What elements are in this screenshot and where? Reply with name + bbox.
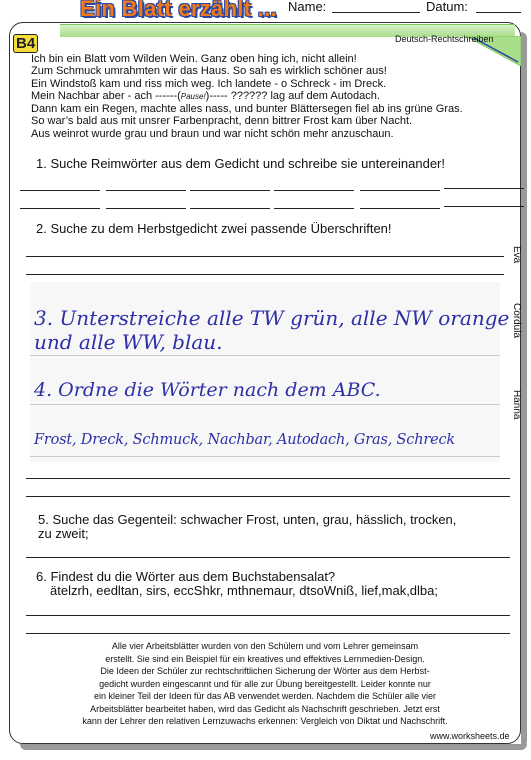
answer-line[interactable]	[190, 208, 270, 209]
answer-line[interactable]	[26, 557, 510, 558]
poem-line: So war’s bald aus mit unsrer Farbenpracht, denn bittrer Frost kam über Nacht.	[31, 115, 413, 128]
name-field[interactable]	[332, 12, 420, 13]
poem-line	[31, 90, 506, 103]
answer-line[interactable]	[274, 190, 354, 191]
letter-salad: ätelzrh, eedltan, sirs, eccShkr, mthnemaur, dtsoWniß, lief,mak,dlba;	[50, 583, 438, 598]
poem-text	[31, 53, 506, 140]
answer-line[interactable]	[360, 190, 440, 191]
footer-line: Die Ideen der Schüler zur rechtschriftlichen Sicherung der Wörter aus dem Herbst-	[100, 666, 430, 676]
website-link[interactable]: www.worksheets.de	[430, 731, 510, 741]
student-name: Hanna	[511, 390, 522, 420]
task-2: 2. Suche zu dem Herbstgedicht zwei passende Überschriften!	[36, 221, 392, 236]
answer-line[interactable]	[274, 208, 354, 209]
ruled-line	[30, 404, 500, 405]
footer-line: Alle vier Arbeitsblätter wurden von den Schülern und vom Lehrer gemeinsam	[111, 641, 419, 651]
date-field[interactable]	[476, 12, 521, 13]
answer-line[interactable]	[444, 206, 524, 207]
poem-line: Ich bin ein Blatt vom Wilden Wein. Ganz oben hing ich, nicht allein!	[31, 53, 357, 65]
footer-line: kann der Lehrer den relativen Lernzuwachs erkennen: Vergleich von Diktat und Nachschrift.	[82, 716, 448, 726]
task-6: 6. Findest du die Wörter aus dem Buchstabensalat?	[36, 569, 336, 584]
task-5: 5. Suche das Gegenteil: schwacher Frost, unten, grau, hässlich, trocken,	[38, 512, 457, 527]
answer-line[interactable]	[444, 188, 524, 189]
poem-line: Dann kam ein Regen, machte alles nass, und bunter Blättersegen fiel ab ins grüne Gras.	[31, 103, 463, 116]
poem-line: Zum Schmuck umrahmten wir das Haus. So sah es wirklich schöner aus!	[31, 65, 387, 78]
answer-line[interactable]	[190, 190, 270, 191]
footer-line: ein kleiner Teil der Ideen für das AB verwendet werden. Nachdem die Schüler alle vier	[93, 691, 437, 701]
footer-note	[30, 640, 500, 728]
answer-line[interactable]	[26, 496, 510, 497]
answer-line[interactable]	[26, 633, 510, 634]
answer-line[interactable]	[26, 274, 504, 275]
answer-line[interactable]	[360, 208, 440, 209]
footer-line: gedicht wurden eingescannt und für alle zur Übung bereitgestellt. Leider konnte nur	[99, 678, 431, 689]
handwritten-word-list: Frost, Dreck, Schmuck, Nachbar, Autodach, Gras, Schreck	[34, 432, 455, 448]
handwritten-task-3-continued: und alle WW, blau.	[34, 330, 223, 354]
ruled-line	[30, 456, 500, 457]
student-name: Eva	[511, 246, 522, 264]
handwritten-task-4: 4. Ordne die Wörter nach dem ABC.	[34, 379, 381, 401]
footer-line: Arbeitsblätter bearbeitet haben, wird das Gedicht als Nachschrift geschrieben. Jetzt erst	[90, 703, 440, 714]
answer-line[interactable]	[106, 208, 186, 209]
name-label: Name:	[288, 0, 327, 14]
sheet-number-badge: B4	[13, 34, 38, 53]
answer-line[interactable]	[20, 190, 100, 191]
page-shadow-bottom	[20, 744, 527, 750]
task-1: 1. Suche Reimwörter aus dem Gedicht und schreibe sie untereinander!	[36, 156, 445, 171]
poem-line: Aus weinrot wurde grau und braun und war nicht schön mehr anzuschaun.	[31, 127, 394, 140]
poem-line-part: Mein Nachbar aber - ach ------(	[31, 89, 181, 102]
student-name: Cordula	[511, 303, 522, 339]
ruled-line	[30, 355, 500, 356]
pause-note: Pause!	[180, 91, 206, 101]
task-5-continued: zu zweit;	[38, 526, 89, 541]
date-label: Datum:	[426, 0, 468, 14]
footer-line: erstellt. Sie sind ein Beispiel für ein kreatives und effektives Lernmedien-Design.	[105, 653, 425, 664]
answer-line[interactable]	[26, 478, 510, 479]
answer-line[interactable]	[106, 190, 186, 191]
answer-line[interactable]	[26, 256, 504, 257]
answer-line[interactable]	[20, 208, 100, 209]
handwritten-task-3: 3. Unterstreiche alle TW grün, alle NW orange	[34, 306, 510, 330]
subject-label: Deutsch-Rechtschreiben	[395, 34, 494, 44]
answer-line[interactable]	[26, 615, 510, 616]
worksheet-title: Ein Blatt erzählt ...	[80, 0, 277, 21]
poem-line-part: )----- ?????? lag auf dem Autodach.	[205, 89, 380, 102]
poem-line: Ein Windstoß kam und riss mich weg. Ich landete - o Schreck - im Dreck.	[31, 77, 387, 90]
